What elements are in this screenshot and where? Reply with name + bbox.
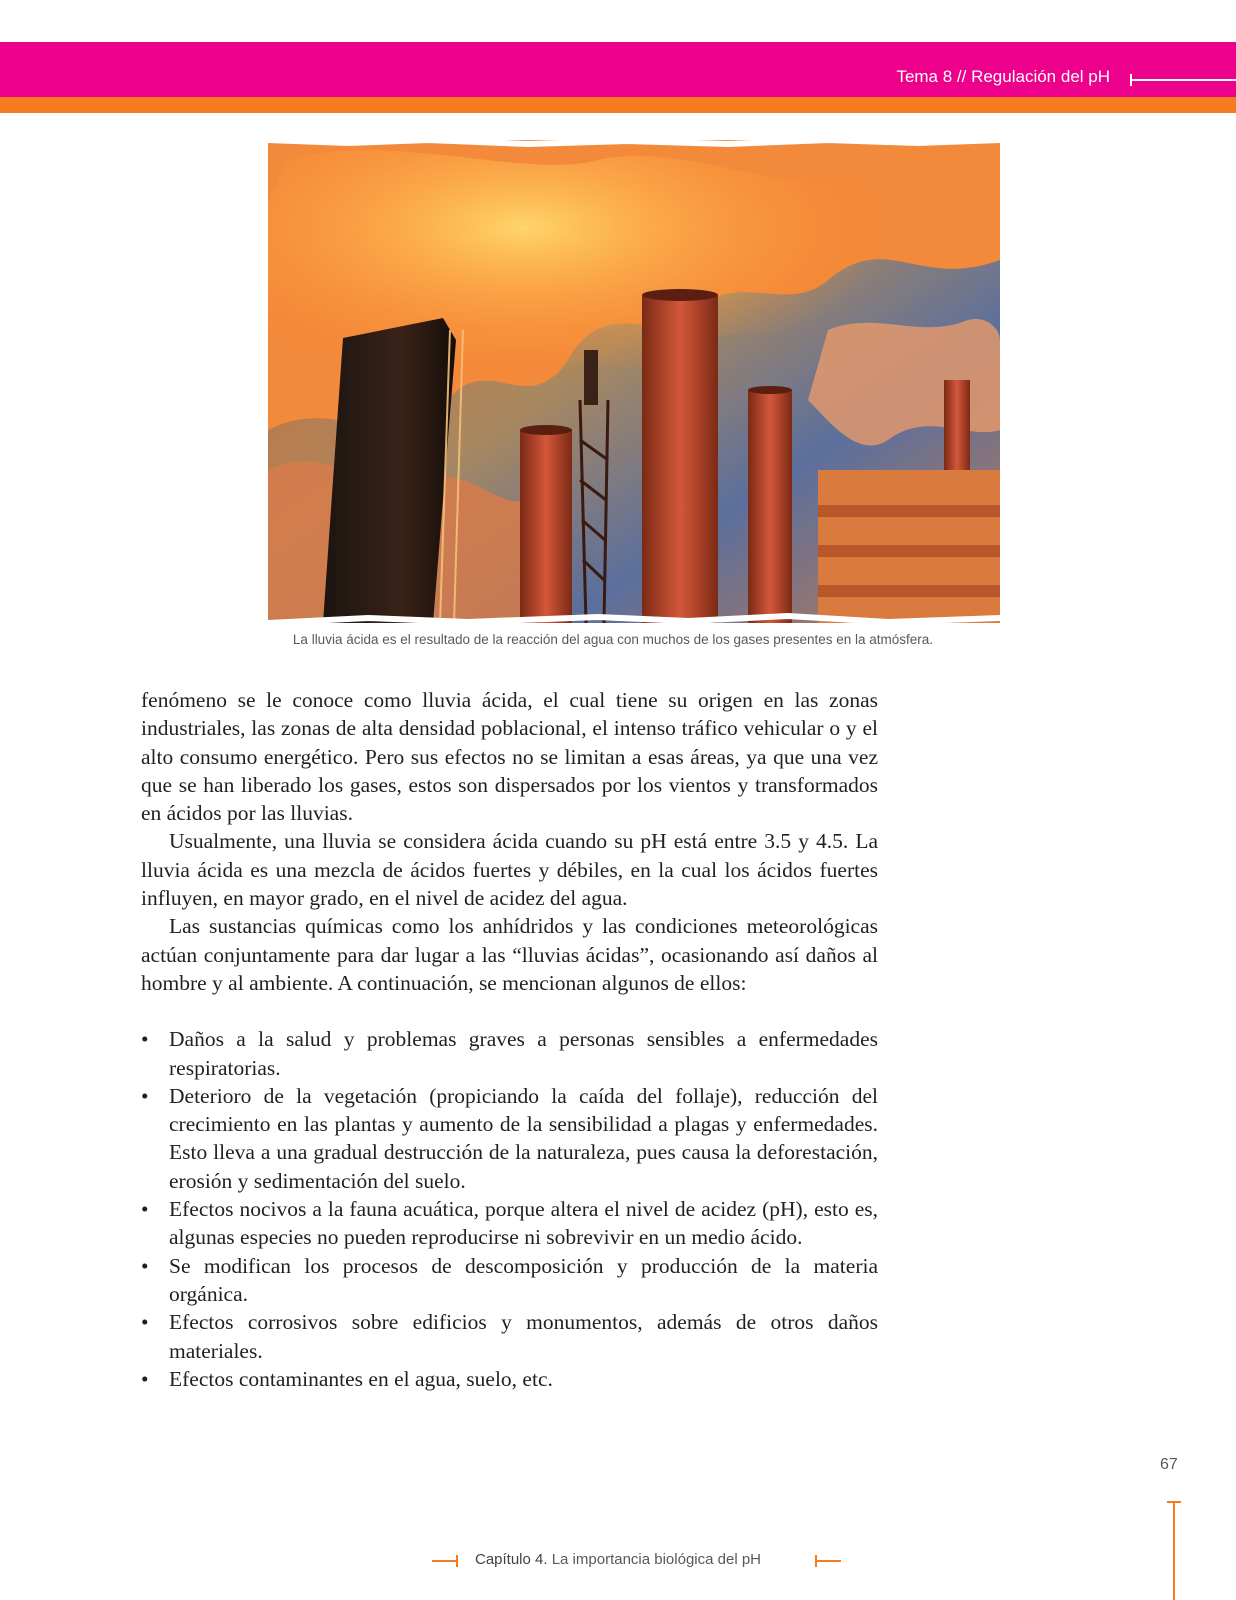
footer-rule-right [815,1560,841,1562]
list-item-text: Se modifican los procesos de descomposición y producción de la materia orgánica. [169,1253,878,1306]
list-item [141,1365,878,1393]
bullet-icon: • [141,1083,149,1108]
list-item [141,1082,878,1195]
effects-list [141,1025,878,1393]
paragraph: Las sustancias químicas como los anhídridos y las condiciones meteorológicas actúan conjuntamente para dar lugar a las “lluvias ácidas”, ocasionando así daños al hombre y al ambiente. A continuación, se mencionan algunos de ellos: [141,914,878,995]
bullet-icon: • [141,1027,149,1052]
page-number: 67 [1160,1456,1178,1473]
body-text [141,686,878,1393]
list-item-text: Efectos contaminantes en el agua, suelo, etc. [169,1366,553,1391]
bullet-icon: • [141,1197,149,1222]
smokestacks-photo [268,140,1000,623]
list-item [141,1252,878,1309]
list-item [141,1195,878,1252]
running-footer [0,1551,1236,1568]
paragraph: Usualmente, una lluvia se considera ácida cuando su pH está entre 3.5 y 4.5. La lluvia ácida es una mezcla de ácidos fuertes y débiles, en la cual los ácidos fuertes influyen, en mayor grado, en el nivel de acidez del agua. [141,829,878,911]
bullet-icon: • [141,1310,149,1335]
header-accent-band [0,97,1236,113]
bullet-icon: • [141,1366,149,1391]
paragraph: fenómeno se le conoce como lluvia ácida, el cual tiene su origen en las zonas industriales, las zonas de alta densidad poblacional, el intenso tráfico vehicular o y el alto consumo energético. Pero sus efectos no se limitan a esas áreas, ya que una vez que se han liberado los gases, estos son dispersados por los vientos y transformados en ácidos por las lluvias. [141,688,878,826]
bullet-icon: • [141,1253,149,1278]
list-item [141,1308,878,1365]
list-item-text: Efectos nocivos a la fauna acuática, porque altera el nivel de acidez (pH), esto es, algunas especies no pueden reproducirse ni sobrevivir en un medio ácido. [169,1197,878,1250]
header-rule [1130,79,1236,81]
running-header-title: Tema 8 // Regulación del pH [896,67,1110,86]
footer-chapter-label: Capítulo 4. [474,1551,548,1568]
figure-caption: La lluvia ácida es el resultado de la reacción del agua con muchos de los gases presentes en la atmósfera. [292,632,934,647]
list-item-text: Deterioro de la vegetación (propiciando la caída del follaje), reducción del crecimiento en las plantas y aumento de la sensibilidad a plagas y enfermedades. Esto lleva a una gradual destrucción de la naturaleza, pues causa la deforestación, erosión y sedimentación del suelo. [169,1083,878,1193]
list-item-text: Efectos corrosivos sobre edificios y monumentos, además de otros daños materiales. [169,1310,878,1363]
list-item [141,1025,878,1082]
footer-chapter-title: La importancia biológica del pH [551,1551,761,1568]
list-item-text: Daños a la salud y problemas graves a personas sensibles a enfermedades respiratorias. [169,1027,878,1080]
